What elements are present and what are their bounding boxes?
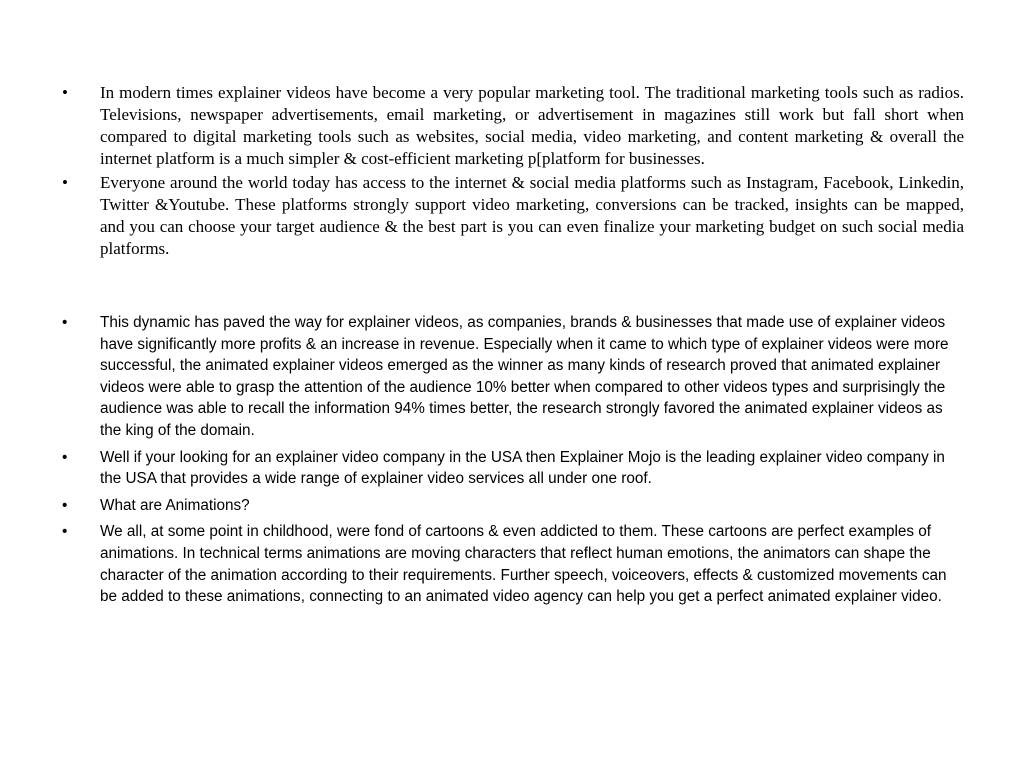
list-item-text: This dynamic has paved the way for explainer videos, as companies, brands & businesses that made use of explainer videos have significantly more profits & an increase in revenue. Especially when it came to which type of explainer videos were more successful, the animated explainer videos emerged as the winner as many kinds of research proved that animated explainer videos were able to grasp the attention of the audience 10% better when compared to other videos types and surprisingly the audience was able to recall the information 94% times better, the research strongly favored the animated explainer videos as the king of the domain. xyxy=(100,314,949,439)
bullet-icon: • xyxy=(62,83,68,102)
list-item xyxy=(62,521,964,607)
bullet-list-sans xyxy=(62,312,964,613)
list-item-text: In modern times explainer videos have become a very popular marketing tool. The traditional marketing tools such as radios. Televisions, newspaper advertisements, email marketing, or advertisement in magazines still work but fall short when compared to digital marketing tools such as websites, social media, video marketing, and content marketing & overall the internet platform is a much simpler & cost-efficient marketing p[platform for businesses. xyxy=(100,83,964,168)
bullet-icon: • xyxy=(62,314,68,331)
bullet-icon: • xyxy=(62,496,68,514)
bullet-icon: • xyxy=(62,523,68,541)
list-item-text: Well if your looking for an explainer video company in the USA then Explainer Mojo is the leading explainer video company in the USA that provides a wide range of explainer video services all under one roof. xyxy=(100,448,945,488)
list-item xyxy=(62,172,964,260)
list-item-text: Everyone around the world today has access to the internet & social media platforms such as Instagram, Facebook, Linkedin, Twitter &Youtube. These platforms strongly support video marketing, conversions can be tracked, insights can be mapped, and you can choose your target audience & the best part is you can even finalize your marketing budget on such social media platforms. xyxy=(100,173,964,258)
list-item-heading: What are Animations? xyxy=(100,496,250,514)
bullet-list-serif xyxy=(62,82,964,262)
list-item xyxy=(62,447,964,490)
bullet-icon: • xyxy=(62,173,68,192)
list-item xyxy=(62,312,964,442)
list-item xyxy=(62,82,964,170)
list-item-text: We all, at some point in childhood, were fond of cartoons & even addicted to them. These cartoons are perfect examples of animations. In technical terms animations are moving characters that reflect human emotions, the animators can shape the character of the animation according to their requirements. Further speech, voiceovers, effects & customized movements can be added to these animations, connecting to an animated video agency can help you get a perfect animated explainer video. xyxy=(100,523,947,606)
bullet-icon: • xyxy=(62,448,68,466)
list-item xyxy=(62,495,964,517)
